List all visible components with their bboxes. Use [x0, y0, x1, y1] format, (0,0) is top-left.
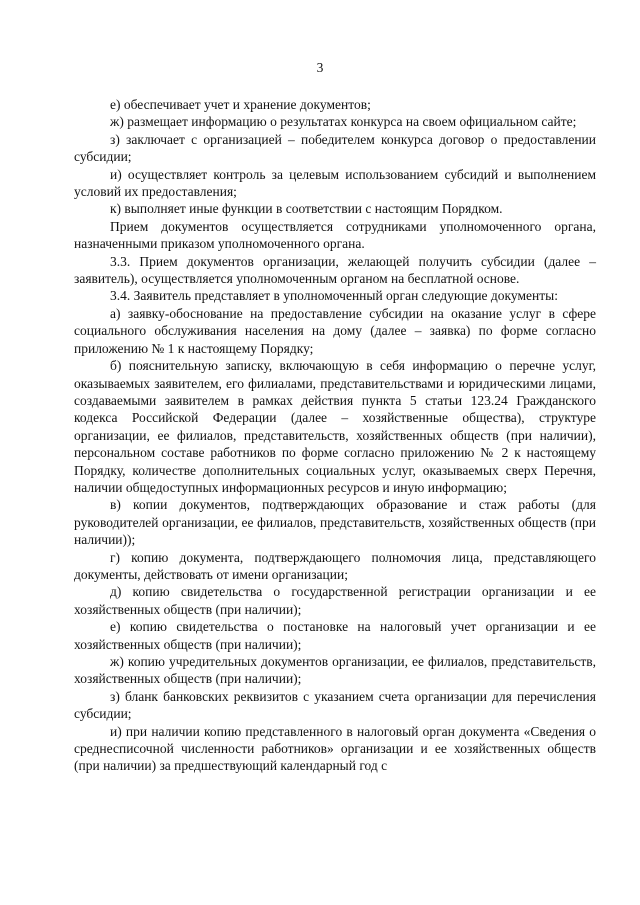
page-number: 3 — [316, 60, 324, 75]
paragraph-e-records: е) обеспечивает учет и хранение документов; — [110, 97, 371, 112]
paragraph-z-contract: з) заключает с организацией – победителем конкурса договор о предоставлении субсидии; — [74, 131, 596, 165]
document-body — [74, 96, 596, 775]
paragraph-document-intake: Прием документов осуществляется сотрудниками уполномоченного органа, назначенными приказом уполномоченного органа. — [74, 218, 596, 252]
paragraph-d-registration-certificate: д) копию свидетельства о государственной регистрации организации и ее хозяйственных обществ (при наличии); — [74, 584, 596, 617]
paragraph-3-3: 3.3. Прием документов организации, желающей получить субсидии (далее – заявитель), осуществляется уполномоченным органом на бесплатной основе. — [74, 253, 596, 287]
paragraph-v-education-copies: в) копии документов, подтверждающих образование и стаж работы (для руководителей организации, ее филиалов, представительств, хозяйственных обществ (при наличии)); — [74, 497, 596, 548]
paragraph-e-tax-certificate: е) копию свидетельства о постановке на налоговый учет организации и ее хозяйственных обществ (при наличии); — [74, 619, 596, 652]
paragraph-zh-founding-documents: ж) копию учредительных документов организации, ее филиалов, представительств, хозяйственных обществ (при наличии); — [74, 654, 596, 687]
paragraph-zh-publish-results: ж) размещает информацию о результатах конкурса на своем официальном сайте; — [110, 114, 577, 130]
paragraph-3-4: 3.4. Заявитель представляет в уполномоченный орган следующие документы: — [110, 288, 558, 304]
paragraph-a-application: а) заявку-обоснование на предоставление субсидии на оказание услуг в сфере социального обслуживания населения на дому (далее – заявка) по форме согласно приложению № 1 к настоящему Порядку; — [74, 305, 596, 356]
paragraph-i-control: и) осуществляет контроль за целевым использованием субсидий и выполнением условий их предоставления; — [74, 166, 596, 200]
paragraph-g-authority-copy: г) копию документа, подтверждающего полномочия лица, представляющего документы, действовать от имени организации; — [74, 549, 596, 582]
paragraph-k-other-functions: к) выполняет иные функции в соответствии с настоящим Порядком. — [110, 201, 503, 217]
paragraph-b-explanatory-note: б) пояснительную записку, включающую в себя информацию о перечне услуг, оказываемых заявителем, его филиалами, представительствами и юридическими лицами, создаваемыми заявителем в рамках действия пункта 5 статьи 123.24 Гражданского кодекса Российской Федерации (далее – хозяйственные общества), структуре организации, ее филиалов, представительств, хозяйственных обществ (при наличии), персональном составе работников по форме согласно приложению № 2 к настоящему Порядку, количестве дополнительных социальных услуг, оказываемых сверх Перечня, наличии общедоступных информационных ресурсов и иную информацию; — [74, 358, 596, 495]
paragraph-i-headcount-info: и) при наличии копию представленного в налоговый орган документа «Сведения о среднесписочной численности работников» организации и ее хозяйственных обществ (при наличии) за предшествующий календарный год с — [74, 723, 596, 774]
paragraph-z-bank-details: з) бланк банковских реквизитов с указанием счета организации для перечисления субсидии; — [74, 688, 596, 722]
